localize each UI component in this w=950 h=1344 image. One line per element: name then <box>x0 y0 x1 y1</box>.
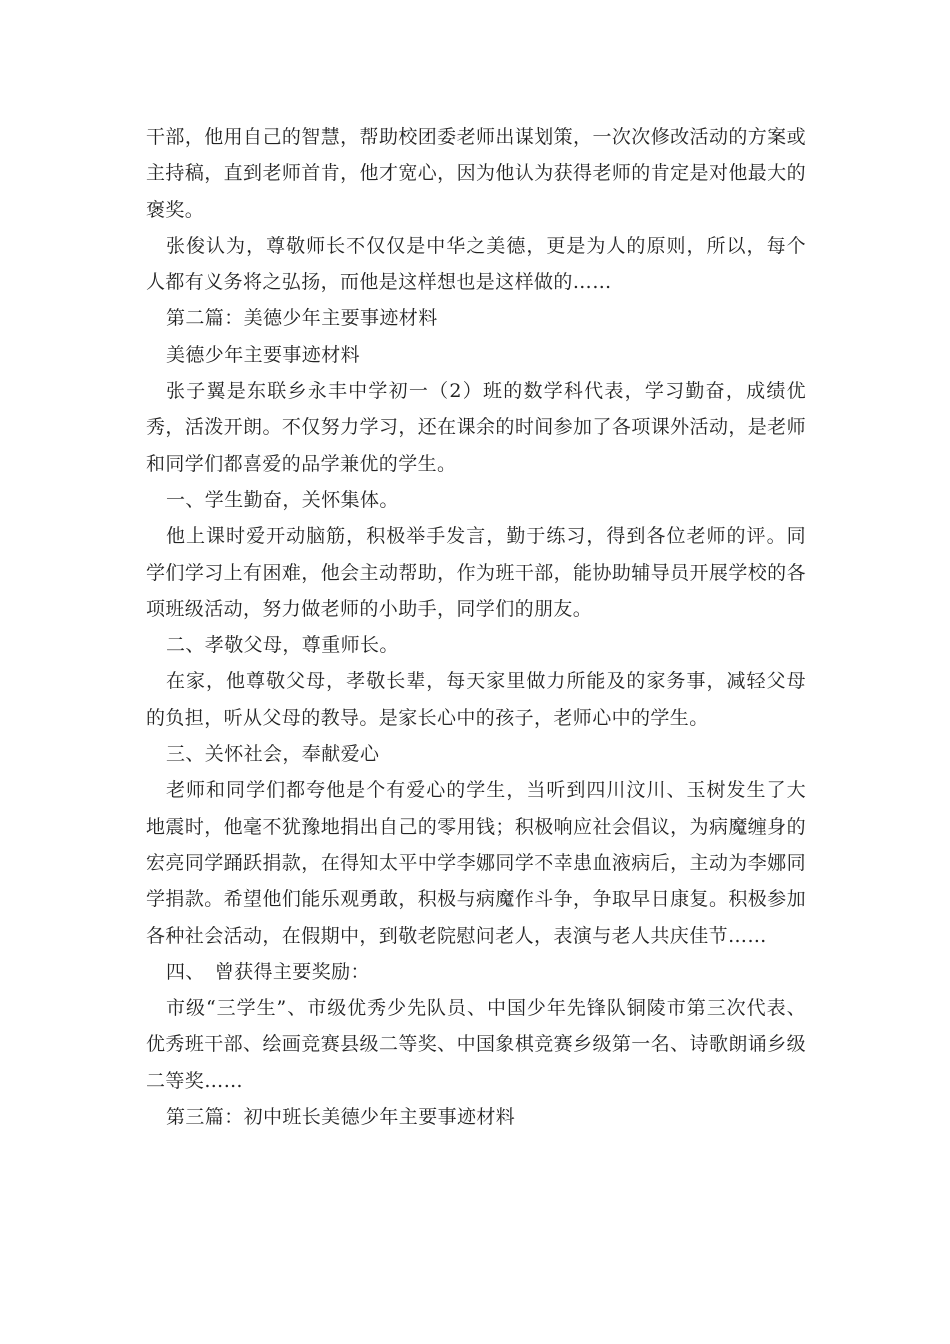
subsection-heading: 三、关怀社会，奉献爱心 <box>166 743 380 766</box>
article-title: 美德少年主要事迹材料 <box>166 343 361 366</box>
section-heading: 第二篇：美德少年主要事迹材料 <box>166 307 438 330</box>
paragraph-body: 张俊认为，尊敬师长不仅仅是中华之美德，更是为人的原则，所以，每个人都有义务将之弘扬，而他是这样想也是这样做的…… <box>146 234 806 294</box>
paragraph-body: 老师和同学们都夸他是个有爱心的学生，当听到四川汶川、玉树发生了大地震时，他毫不犹豫地捐出自己的零用钱；积极响应社会倡议，为病魔缠身的宏亮同学踊跃捐款，在得知太平中学李娜同学不幸患血液病后，主动为李娜同学捐款。希望他们能乐观勇敢，积极与病魔作斗争，争取早日康复。积极参加各种社会活动，在假期中，到敬老院慰问老人，表演与老人共庆佳节…… <box>146 779 806 947</box>
subsection-heading: 二、孝敬父母，尊重师长。 <box>166 634 399 657</box>
section-heading: 第三篇：初中班长美德少年主要事迹材料 <box>166 1106 516 1129</box>
subsection-heading: 四、 曾获得主要奖励： <box>166 960 370 983</box>
paragraph-body: 张子翼是东联乡永丰中学初一（2）班的数学科代表，学习勤奋，成绩优秀，活泼开朗。不仅努力学习，还在课余的时间参加了各项课外活动，是老师和同学们都喜爱的品学兼优的学生。 <box>146 380 806 475</box>
paragraph-body: 市级“三学生”、市级优秀少先队员、中国少年先锋队铜陵市第三次代表、优秀班干部、绘画竞赛县级二等奖、中国象棋竞赛乡级第一名、诗歌朗诵乡级二等奖…… <box>146 997 806 1092</box>
paragraph-body: 在家，他尊敬父母，孝敬长辈，每天家里做力所能及的家务事，减轻父母的负担，听从父母的教导。是家长心中的孩子，老师心中的学生。 <box>146 670 806 729</box>
subsection-heading: 一、学生勤奋，关怀集体。 <box>166 488 399 511</box>
document-body <box>146 119 806 1135</box>
paragraph-continuation: 干部，他用自己的智慧，帮助校团委老师出谋划策，一次次修改活动的方案或主持稿，直到老师首肯，他才宽心，因为他认为获得老师的肯定是对他最大的褒奖。 <box>146 126 806 221</box>
paragraph-body: 他上课时爱开动脑筋，积极举手发言，勤于练习，得到各位老师的评。同学们学习上有困难，他会主动帮助，作为班干部，能协助辅导员开展学校的各项班级活动，努力做老师的小助手，同学们的朋友。 <box>146 525 806 620</box>
